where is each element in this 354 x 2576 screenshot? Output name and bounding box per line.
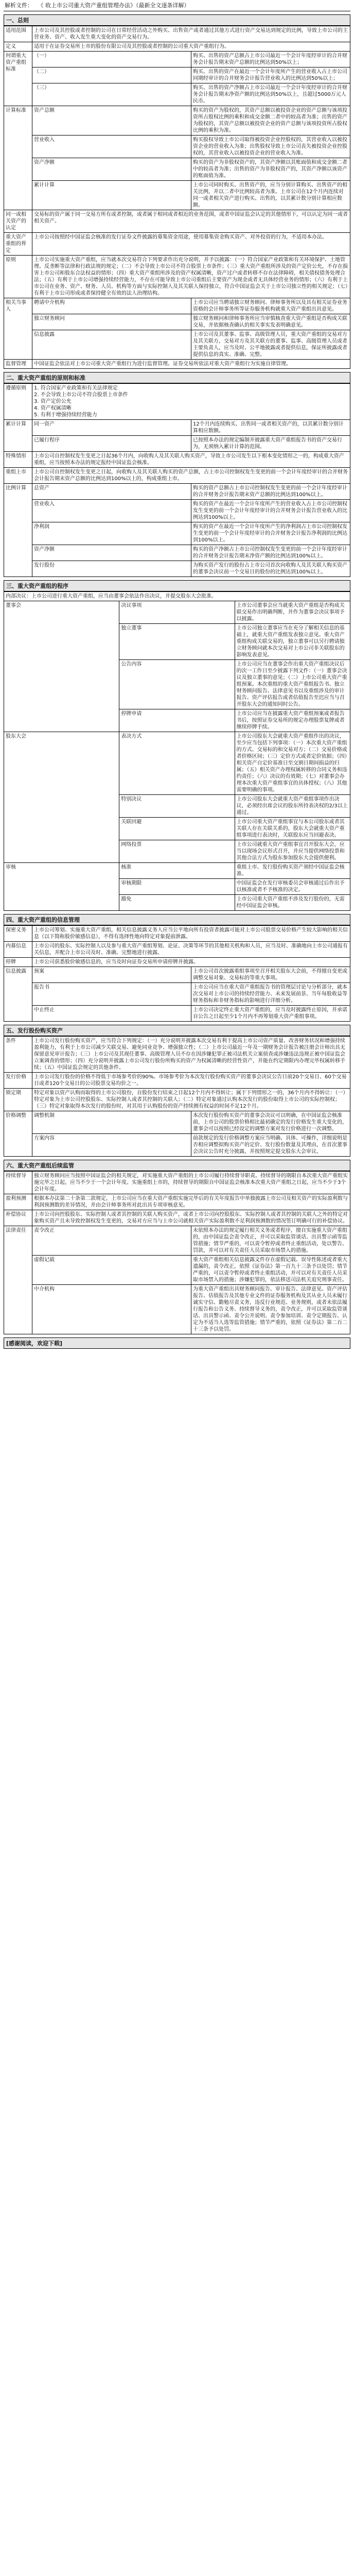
row-label: 监督管理 [4, 360, 32, 369]
document-page [4, 0, 350, 1349]
table-row [4, 601, 350, 624]
table-row [4, 1037, 350, 1073]
table-row [4, 967, 350, 983]
item-text: 独立财务顾问和律师事务所应当审慎核查重大资产重组是否构成关联交易，并依据核查确认的相关事实发表明确意见。 [191, 314, 350, 330]
table-row [4, 1134, 350, 1157]
table-row [4, 1111, 350, 1134]
table-row [4, 135, 350, 158]
item-head: 虚假记载 [32, 1256, 191, 1285]
section4-table [4, 925, 350, 1022]
row-text: 上市公司发行股份购买资产，应当符合下列规定：（一）充分说明并披露本次交易有利于提高上市公司资产质量、改善财务状况和增强持续盈利能力，有利于上市公司减少关联交易、避免同业竞争、增强独立性；（二）上市公司最近一年及一期财务会计报告被注册会计师出具无保留意见审计报告；（三）上市公司及其现任董事、高级管理人员不存在因涉嫌犯罪正被司法机关立案侦查或涉嫌违法违规正被中国证监会立案调查的情形；（四）充分说明并披露上市公司发行股份所购买的资产为权属清晰的经营性资产，并能在约定期限内办理完毕权属转移手续；（五）中国证监会规定的其他条件。 [32, 1037, 350, 1073]
item-number: （一） [32, 52, 191, 67]
row-label: 股东大会 [4, 732, 119, 863]
item-text: 上市公司重大资产重组不涉及发行股份的，无需经中国证监会审核。 [235, 895, 350, 911]
item-text: 上市公司首次披露重组事项至召开相关股东大会前，不得擅自变更或调整交易对象、交易标的等重大事项。 [191, 967, 350, 983]
row-text: 中国证监会依法对上市公司重大资产重组行为进行监督管理。证券交易所依法对重大资产重组行为实施自律管理。 [32, 360, 350, 369]
table-row [4, 298, 350, 314]
table-row [4, 67, 350, 83]
item-text: 购买的资产在最近一个会计年度所产生的净利润占上市公司控制权发生变更的前一个会计年度经审计的合并财务会计报告净利润的比例达到100%以上。 [191, 522, 350, 545]
table-row [4, 452, 350, 468]
item-text: 上市公司股东大会就重大资产重组作出的决议，至少应当包括下列事项：（一）本次重大资产重组的方式、交易标的和交易对方；（二）交易价格或者价格区间；（三）定价方式或者定价依据；（四）相关资产自定价基准日至交割日期间损益的归属；（五）相关资产办理权属转移的合同义务和违约责任；（六）决议的有效期；（七）对董事会办理本次重大资产重组事宜的具体授权；（八）其他需要明确的事项。 [235, 732, 350, 795]
item-head: 营业收入 [32, 135, 191, 158]
item-text: 上市公司应当在披露重大资产重组预案或者报告书后，按照证券交易所的规定办理股票复牌或者继续停牌手续。 [235, 709, 350, 732]
item-head: 中止终止 [32, 1006, 191, 1022]
table-row [4, 942, 350, 958]
header-title: 《 收上市公司重大资产重组管理办法》（最新全文逐条详解） [38, 2, 190, 9]
item-head: 已履行程序 [32, 436, 191, 452]
item-head: 责令改正 [32, 1226, 191, 1256]
item-head: 决议事项 [119, 601, 235, 624]
item-head: 资产净额 [32, 545, 191, 561]
table-row [4, 1285, 350, 1334]
section-title: 六、重大资产重组后续监管 [4, 1160, 350, 1171]
row-label: 保密义务 [4, 926, 32, 942]
row-text: 上市公司获悉股价敏感信息的，应当及时向证券交易所申请停牌并披露。 [32, 958, 350, 967]
item-head: 核准 [119, 863, 235, 879]
table-row [4, 360, 350, 369]
row-label: 锁定期 [4, 1089, 32, 1111]
item-text: 购买的资产净额占上市公司控制权发生变更的前一个会计年度经审计的合并财务会计报告期末净资产额的比例达到100%以上。 [191, 545, 350, 561]
item-text: 12个月内连续购买、出售同一或者相关资产的，以其累计数分别计算相应数额。 [191, 420, 350, 436]
item-number: （三） [32, 83, 191, 106]
row-label: 比例计算 [4, 484, 32, 577]
item-head: 聘请中介机构 [32, 298, 191, 314]
row-text: 上市公司及其控股或者控制的公司在日常经营活动之外购买、出售资产或者通过其他方式进行资产交易达到规定的比例，导致上市公司的主营业务、资产、收入发生重大变化的资产交易行为。 [32, 26, 350, 42]
row-label: 适用范围 [4, 26, 32, 42]
item-head: 净利润 [32, 522, 191, 545]
row-text: 上市公司发行股份的价格不得低于市场参考价的90%。市场参考价为本次发行股份购买资产的董事会决议公告日前20个交易日、60个交易日或者120个交易日的公司股票交易均价之一。 [32, 1073, 350, 1089]
table-row [4, 1073, 350, 1089]
item-text: 为重大资产重组出具财务顾问报告、审计报告、法律意见、资产评估报告、估值报告及其他专业文件的证券服务机构及其从业人员未履行诚实守信、勤勉尽责义务，违反行业规范、业务规则，或者未依法履行报告和公告义务、持续督导义务的，责令改正，并可以采取监管谈话、出具警示函、责令公开说明、责令参加培训、责令定期报告、认定为不适当人选等监管措施；情节严重的，依照《证券法》第二百二十三条予以处罚。 [191, 1285, 350, 1334]
table-row [4, 732, 350, 795]
row-label: 重大资产重组的界定 [4, 233, 32, 256]
table-row [4, 233, 350, 256]
row-text: 适用于在证券交易所上市的股份有限公司及其控股或者控制的公司重大资产重组行为。 [32, 42, 350, 52]
item-text: 上市公司决定终止重大资产重组的，应当及时披露终止原因，并承诺自公告之日起至少1个月内不再筹划重大资产重组事项。 [191, 1006, 350, 1022]
item-head: 发行股份 [32, 561, 191, 577]
item-text: 前款规定的发行价格调整方案应当明确、具体、可操作，详细说明是否相应调整拟购买资产的定价、发行股份数量及其理由，在首次董事会决议公告时充分披露，并按照规定提交股东大会审议。 [191, 1134, 350, 1157]
row-label: 价格调整 [4, 1111, 32, 1157]
row-label: 同一或相关资产的认定 [4, 210, 32, 233]
row-label: 原则 [4, 256, 32, 298]
row-label: 审核 [4, 863, 119, 911]
table-row [4, 926, 350, 942]
row-label: 重组上市 [4, 468, 32, 484]
item-text: 购买股权导致上市公司取得被投资企业控股权的，其营业收入以被投资企业的营业收入为准；出售股权导致上市公司丧失被投资企业控股权的，其营业收入以被投资企业的营业收入为准。 [191, 135, 350, 158]
list-line: 4. 资产权属清晰 [34, 405, 72, 411]
row-label: 内幕信息 [4, 942, 32, 958]
item-head: 网络投票 [119, 840, 235, 863]
table-row [4, 522, 350, 545]
row-text: 交易标的资产属于同一交易方所有或者控制，或者属于相同或者相近的业务范围，或者中国证监会认定的其他情形下，可以认定为同一或者相关资产。 [32, 210, 350, 233]
table-row [4, 52, 350, 67]
item-text: 已按照本办法的规定编制并披露重大资产重组报告书的资产交易行为，无须纳入累计计算的范围。 [191, 436, 350, 452]
item-text: 购买、出售的资产在最近一个会计年度所产生的营业收入占上市公司同期经审计的合并财务会计报告营业收入的比例达到50%以上； [191, 67, 350, 83]
row-label: 遵循原则 [4, 384, 32, 420]
item-head: 关联回避 [119, 818, 235, 840]
item-text: 上市公司及其董事、监事、高级管理人员，重大资产重组的交易对方及其关联方，交易对方及其关联方的董事、监事、高级管理人员或者主要负责人，应当及时、公平地披露或者提供信息，保证所披露或者提供信息的真实、准确、完整。 [191, 330, 350, 360]
table-row [4, 958, 350, 967]
row-text: 上市公司筹划、实施重大资产重组，相关信息披露义务人应当公平地向所有投资者披露可能对上市公司股票交易价格产生较大影响的相关信息（以下简称股价敏感信息），不得有选择性地向特定对象提前泄露。 [32, 926, 350, 942]
table-row [4, 314, 350, 330]
row-label: 特殊情形 [4, 452, 32, 468]
table-row [4, 468, 350, 484]
item-text: 上市公司应当在重大资产重组报告书的管理层讨论与分析部分，就本次交易对上市公司的持续经营能力、未来发展前景、当年每股收益等财务指标和非财务指标的影响进行详细分析。 [191, 983, 350, 1006]
item-head: 中介机构 [32, 1285, 191, 1334]
item-text: 上市公司应当在董事会作出重大资产重组决议后的次一工作日至少披露下列文件：（一）董事会决议及独立董事的意见；（二）上市公司重大资产重组预案。本次重组的重大资产重组报告书、独立财务顾问报告、法律意见书以及重组涉及的审计报告、资产评估报告或者估值报告至迟应当与召开股东大会的通知同时公告。 [235, 660, 350, 709]
row-label: 信息披露 [4, 967, 32, 1022]
item-head: 方案内容 [32, 1134, 191, 1157]
table-row [4, 158, 350, 181]
table-row [4, 1172, 350, 1194]
item-text: 上市公司应当聘请独立财务顾问、律师事务所以及具有相关证券业务资格的会计师事务所等证券服务机构就重大资产重组出具意见。 [191, 298, 350, 314]
item-head: 独立董事 [119, 624, 235, 660]
table-row [4, 210, 350, 233]
item-text: 购买、出售的资产总额占上市公司最近一个会计年度经审计的合并财务会计报告期末资产总额的比例达到50%以上； [191, 52, 350, 67]
section-title: 一、总则 [4, 14, 350, 26]
item-head: 表决方式 [119, 732, 235, 795]
table-row [4, 1006, 350, 1022]
section3-table [4, 591, 350, 911]
table-row [4, 983, 350, 1006]
item-text: 上市公司董事会应当就重大资产重组是否构成关联交易作出明确判断，并作为董事会决议事项予以披露。 [235, 601, 350, 624]
table-row [4, 1194, 350, 1210]
table-row [4, 1226, 350, 1256]
item-text: 上市公司就重大资产重组事宜召开股东大会，应当以现场会议形式召开，并应当提供网络投票和其他合法方式为股东参加股东大会提供便利。 [235, 840, 350, 863]
item-number: （二） [32, 67, 191, 83]
item-head: 调整机制 [32, 1111, 191, 1134]
row-text: 上市公司按照经中国证监会核准的发行证券文件披露的募集资金用途，使用募集资金购买资产、对外投资的行为，不适用本办法。 [32, 233, 350, 256]
table-row [4, 1089, 350, 1111]
row-text [32, 384, 350, 420]
row-text: 上市公司自控制权发生变更之日起，向收购人及其关联人购买的资产总额，占上市公司控制权发生变更的前一个会计年度经审计的合并财务会计报告期末资产总额的比例达到100%以上的，构成重组上市。 [32, 468, 350, 484]
row-text: 特定对象以资产认购而取得的上市公司股份，自股份发行结束之日起12个月内不得转让；属于下列情形之一的，36个月内不得转让：（一）特定对象为上市公司控股股东、实际控制人或者其控制的关联人；（二）特定对象通过认购本次发行的股份取得上市公司的实际控制权；（三）特定对象取得本次发行的股份时，对其用于认购股份的资产持续拥有权益的时间不足12个月。 [32, 1089, 350, 1111]
list-line: 2. 不会导致上市公司不符合股票上市条件 [34, 392, 128, 398]
row-label: 停牌 [4, 958, 32, 967]
row-label: 法律责任 [4, 1226, 32, 1334]
item-head: 同一资产 [32, 420, 191, 436]
item-text: 上市公司重大资产重组事宜与本公司股东或者其关联人存在关联关系的，股东大会就重大资产重组事项进行表决时，关联股东应当回避表决。 [235, 818, 350, 840]
row-label: 盈利预测 [4, 1194, 32, 1210]
table-row [4, 863, 350, 879]
row-label: 发行价格 [4, 1073, 32, 1089]
row-text: 独立财务顾问应当按照中国证监会的相关规定，对实施重大资产重组的上市公司履行持续督导职责。持续督导的期限自本次重大资产重组实施完毕之日起，应当不少于一个会计年度。实施重组上市的，持续督导的期限自中国证监会核准本次重大资产重组之日起，应当不少于3个会计年度。 [32, 1172, 350, 1194]
table-row [4, 1256, 350, 1285]
row-label: 条件 [4, 1037, 32, 1073]
item-text: 购买的资产为非股权资产的，其资产净额以其账面值和成交金额二者中的较高者为准；出售的资产为非股权资产的，其资产净额以该资产的账面值为准。 [191, 158, 350, 181]
row-label: 何谓重大资产重组标准 [4, 52, 32, 106]
document-header [4, 1, 350, 11]
section-title: 四、重大资产重组的信息管理 [4, 914, 350, 925]
table-row [4, 545, 350, 561]
item-head: 豁免 [119, 895, 235, 911]
header-prefix: 解析文件： [5, 2, 33, 9]
footer-note: [感谢阅读，欢迎下载] [4, 1337, 350, 1349]
item-head: 审核期限 [119, 879, 235, 895]
item-text: 上市公司股东大会就重大资产重组事项作出决议，必须经出席会议的股东所持表决权的2/3以上通过。 [235, 795, 350, 818]
row-label: 累计计算 [4, 420, 32, 452]
table-row [4, 420, 350, 436]
item-text: 上市公司同时购买、出售资产的，应当分别计算购买、出售资产的相关比例，并以二者中比例较高者为准。上市公司在12个月内连续对同一或者相关资产进行购买、出售的，以其累计数分别计算相应数额。 [191, 181, 350, 210]
row-text: 内部决议：上市公司进行重大资产重组，应当由董事会依法作出决议，并提交股东大会批准。 [4, 592, 350, 601]
table-row [4, 500, 350, 522]
item-text: 购买的资产总额占上市公司控制权发生变更的前一个会计年度经审计的合并财务会计报告期末资产总额的比例达到100%以上。 [191, 484, 350, 500]
item-head: 营业收入 [32, 500, 191, 522]
table-row [4, 384, 350, 420]
table-row [4, 106, 350, 135]
row-text: 根据本办法第二十条第二款规定，上市公司应当在重大资产重组实施完毕后的有关年度报告中单独披露上市公司及相关资产的实际盈利数与利润预测数的差异情况，并由会计师事务所对此出具专项审核意见。 [32, 1194, 350, 1210]
item-text: 购买、出售的资产净额占上市公司最近一个会计年度经审计的合并财务会计报告期末净资产额的比例达到50%以上，且超过5000万元人民币。 [191, 83, 350, 106]
table-row [4, 83, 350, 106]
item-head: 预案 [32, 967, 191, 983]
item-text: 本次发行股份购买资产的董事会决议可以明确，在中国证监会核准前，上市公司的股票价格相比最初确定的发行价格发生重大变化的，董事会可以按照已经设定的调整方案对发行价格进行一次调整。 [191, 1111, 350, 1134]
list-line: 5. 有利于增强持续经营能力 [34, 412, 97, 418]
item-text: 购买的资产在最近一个会计年度所产生的营业收入占上市公司控制权发生变更的前一个会计年度经审计的合并财务会计报告营业收入的比例达到100%以上。 [191, 500, 350, 522]
row-text: 上市公司的股东、实际控制人以及参与重大资产重组筹划、论证、决策等环节的其他相关机构和人员，应当及时、准确地向上市公司通报有关信息，并配合上市公司及时、准确、完整地进行披露。 [32, 942, 350, 958]
row-text: 上市公司自控制权发生变更之日起36个月内，向收购人及其关联人购买资产，导致上市公司发生以下根本变化情形之一的，构成重大资产重组，应当按照本办法的规定报经中国证监会核准。 [32, 452, 350, 468]
item-head: 累计计算 [32, 181, 191, 210]
item-text: 为购买资产发行的股份占上市公司首次向收购人及其关联人购买资产的董事会决议前一个交易日的股份的比例达到100%以上。 [191, 561, 350, 577]
section-title: 五、发行股份购买资产 [4, 1025, 350, 1036]
row-text: 上市公司实施重大资产重组，应当就本次交易符合下列要求作出充分说明，并予以披露：（一）符合国家产业政策和有关环境保护、土地管理、反垄断等法律和行政法规的规定；（二）不会导致上市公司不符合股票上市条件；（三）重大资产重组所涉及的资产定价公允，不存在损害上市公司和股东合法权益的情形；（四）重大资产重组所涉及的资产权属清晰，资产过户或者转移不存在法律障碍，相关债权债务处理合法；（五）有利于上市公司增强持续经营能力，不存在可能导致上市公司重组后主要资产为现金或者无具体经营业务的情形；（六）有利于上市公司在业务、资产、财务、人员、机构等方面与实际控制人及其关联人保持独立，符合中国证监会关于上市公司独立性的相关规定；（七）有利于上市公司形成或者保持健全有效的法人治理结构。 [32, 256, 350, 298]
table-row [4, 592, 350, 601]
table-row [4, 561, 350, 577]
item-head: 特别决议 [119, 795, 235, 818]
table-row [4, 256, 350, 298]
table-row [4, 330, 350, 360]
section1-table [4, 26, 350, 369]
item-text: 重组上市、发行股份购买资产须经中国证监会核准。 [235, 863, 350, 879]
table-row [4, 181, 350, 210]
item-head: 资产净额 [32, 158, 191, 181]
item-head: 停牌申请 [119, 709, 235, 732]
section-title: 三、重大资产重组的程序 [4, 580, 350, 591]
section2-table [4, 383, 350, 577]
item-text: 未依照本办法的规定履行相关义务或者程序，擅自实施重大资产重组的，由中国证监会责令改正，并可以采取监管谈话、出具警示函等监管措施；情节严重的，可以责令暂停或者终止重组活动，处以警告、罚款，并可以对有关责任人员采取市场禁入的措施。 [191, 1226, 350, 1256]
item-head: 公告内容 [119, 660, 235, 709]
item-head: 资产总额 [32, 106, 191, 135]
section-title: 二、重大资产重组的原则和标准 [4, 372, 350, 383]
table-row [4, 1210, 350, 1226]
row-label: 相关当事人 [4, 298, 32, 360]
item-text: 重大资产重组相关信息披露文件存在虚假记载、误导性陈述或者重大遗漏的，责令改正，依照《证券法》第一百九十三条予以处罚；情节严重的，可以责令暂停或者终止重组活动，并可以对有关责任人员采取市场禁入的措施；涉嫌犯罪的，依法移送司法机关追究刑事责任。 [191, 1256, 350, 1285]
row-label: 董事会 [4, 601, 119, 732]
row-label: 定义 [4, 42, 32, 52]
item-head: 信息披露 [32, 330, 191, 360]
row-label: 补偿协议 [4, 1210, 32, 1226]
item-text: 购买的资产为股权的，其资产总额以被投资企业的资产总额与该项投资所占股权比例的乘积和成交金额二者中的较高者为准；出售的资产为股权的，其资产总额以被投资企业的资产总额与该项投资所占股权比例的乘积为准。 [191, 106, 350, 135]
table-row [4, 42, 350, 52]
section6-table [4, 1171, 350, 1334]
row-text: 上市公司向控股股东、实际控制人或者其控制的关联人购买资产，或者上市公司向控股股东、实际控制人或者其控制的关联人之外的特定对象购买资产且未导致控制权发生变更的，交易对方应当与上市公司就相关资产实际盈利数不足利润预测数的情况签订明确可行的补偿协议。 [32, 1210, 350, 1226]
item-head: 总资产 [32, 484, 191, 500]
table-row [4, 436, 350, 452]
list-line: 1. 符合国家产业政策和有关法律规定 [34, 385, 118, 391]
row-label: 持续督导 [4, 1172, 32, 1194]
row-label: 计算标准 [4, 106, 32, 210]
table-row [4, 26, 350, 42]
item-head: 报告书 [32, 983, 191, 1006]
item-text: 中国证监会在发行审核委员会审核通过后作出予以核准或者不予核准的决定。 [235, 879, 350, 895]
table-row [4, 484, 350, 500]
list-line: 3. 资产定价公允 [34, 399, 72, 404]
section5-table [4, 1036, 350, 1157]
item-text: 上市公司独立董事应当在充分了解相关信息的基础上，就重大资产重组发表独立意见。重大资产重组构成关联交易的，独立董事可以另行聘请独立财务顾问就本次交易对上市公司非关联股东的影响发表意见。 [235, 624, 350, 660]
item-head: 独立财务顾问 [32, 314, 191, 330]
